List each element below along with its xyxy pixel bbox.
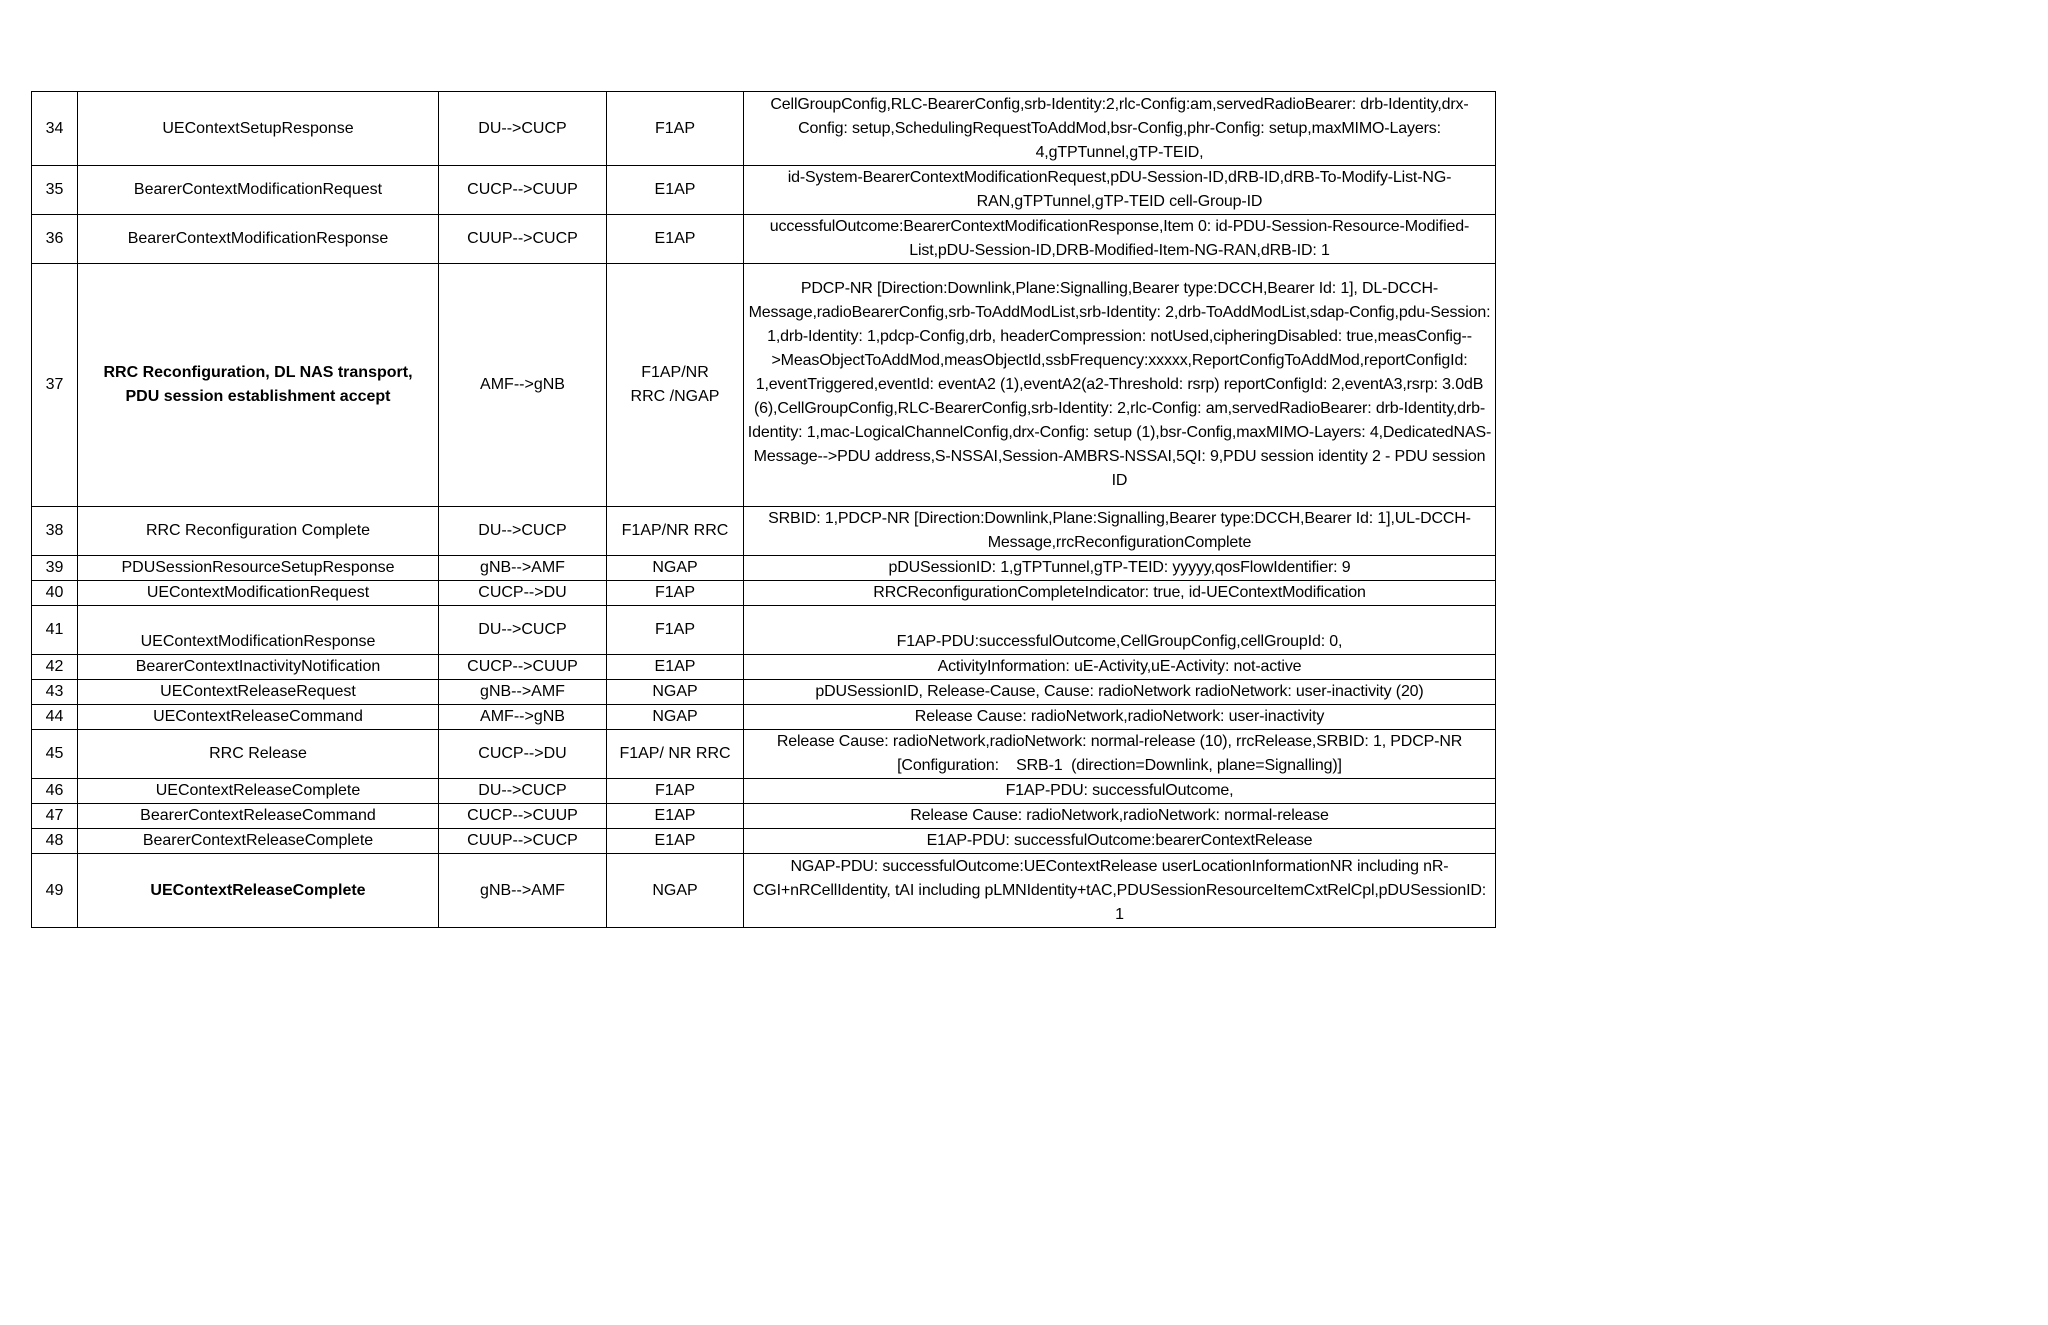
step-number-cell: 34	[32, 92, 78, 166]
step-number-cell: 42	[32, 655, 78, 680]
message-name-cell: UEContextSetupResponse	[78, 92, 439, 166]
step-number-cell: 46	[32, 779, 78, 804]
details-cell: Release Cause: radioNetwork,radioNetwork: normal-release	[744, 804, 1496, 829]
table-row	[32, 507, 1496, 556]
direction-cell: CUCP-->DU	[439, 730, 607, 779]
interface-cell: NGAP	[607, 854, 744, 928]
details-cell: F1AP-PDU:successfulOutcome,CellGroupConfig,cellGroupId: 0,	[744, 606, 1496, 655]
direction-cell: gNB-->AMF	[439, 854, 607, 928]
message-name-cell: UEContextModificationResponse	[78, 606, 439, 655]
interface-cell: F1AP	[607, 779, 744, 804]
step-number-cell: 47	[32, 804, 78, 829]
details-cell: pDUSessionID: 1,gTPTunnel,gTP-TEID: yyyyy,qosFlowIdentifier: 9	[744, 556, 1496, 581]
details-cell: F1AP-PDU: successfulOutcome,	[744, 779, 1496, 804]
interface-cell: NGAP	[607, 556, 744, 581]
details-cell: E1AP-PDU: successfulOutcome:bearerContextRelease	[744, 829, 1496, 854]
interface-cell: E1AP	[607, 215, 744, 264]
step-number-cell: 44	[32, 705, 78, 730]
message-flow-table	[31, 91, 1496, 928]
details-cell: PDCP-NR [Direction:Downlink,Plane:Signalling,Bearer type:DCCH,Bearer Id: 1], DL-DCCH-Message,radioBearerConfig,srb-ToAddModList,srb-Identity: 2,drb-ToAddModList,sdap-Config,pdu-Session: 1,drb-Identity: 1,pdcp-Config,drb, headerCompression: notUsed,cipheringDisabled: true,measConfig-->MeasObjectToAddMod,measObjectId,ssbFrequency:xxxxx,ReportConfigToAddMod,reportConfigId: 1,eventTriggered,eventId: eventA2 (1),eventA2(a2-Threshold: rsrp) reportConfigId: 2,eventA3,rsrp: 3.0dB (6),CellGroupConfig,RLC-BearerConfig,srb-Identity: 2,rlc-Config: am,servedRadioBearer: drb-Identity,drb-Identity: 1,mac-LogicalChannelConfig,drx-Config: setup (1),bsr-Config,maxMIMO-Layers: 4,DedicatedNAS-Message-->PDU address,S-NSSAI,Session-AMBRS-NSSAI,5QI: 9,PDU session identity 2 - PDU session ID	[744, 264, 1496, 507]
step-number-cell: 45	[32, 730, 78, 779]
message-name-cell: UEContextReleaseCommand	[78, 705, 439, 730]
step-number-cell: 35	[32, 166, 78, 215]
direction-cell: gNB-->AMF	[439, 680, 607, 705]
interface-cell: NGAP	[607, 680, 744, 705]
step-number-cell: 43	[32, 680, 78, 705]
interface-cell: F1AP/NR RRC /NGAP	[607, 264, 744, 507]
message-name-cell: RRC Release	[78, 730, 439, 779]
message-name-cell: RRC Reconfiguration, DL NAS transport, PDU session establishment accept	[78, 264, 439, 507]
details-cell: CellGroupConfig,RLC-BearerConfig,srb-Identity:2,rlc-Config:am,servedRadioBearer: drb-Identity,drx-Config: setup,SchedulingRequestToAddMod,bsr-Config,phr-Config: setup,maxMIMO-Layers: 4,gTPTunnel,gTP-TEID,	[744, 92, 1496, 166]
step-number-cell: 49	[32, 854, 78, 928]
table-row	[32, 829, 1496, 854]
table-row	[32, 730, 1496, 779]
table-row	[32, 680, 1496, 705]
direction-cell: CUCP-->CUUP	[439, 655, 607, 680]
details-cell: id-System-BearerContextModificationRequest,pDU-Session-ID,dRB-ID,dRB-To-Modify-List-NG-RAN,gTPTunnel,gTP-TEID cell-Group-ID	[744, 166, 1496, 215]
step-number-cell: 41	[32, 606, 78, 655]
message-name-cell: UEContextModificationRequest	[78, 581, 439, 606]
table-row	[32, 655, 1496, 680]
interface-cell: F1AP	[607, 581, 744, 606]
interface-cell: F1AP	[607, 606, 744, 655]
table-row	[32, 92, 1496, 166]
interface-cell: E1AP	[607, 655, 744, 680]
table-row	[32, 166, 1496, 215]
details-cell: uccessfulOutcome:BearerContextModificationResponse,Item 0: id-PDU-Session-Resource-Modified-List,pDU-Session-ID,DRB-Modified-Item-NG-RAN,dRB-ID: 1	[744, 215, 1496, 264]
details-cell: Release Cause: radioNetwork,radioNetwork: normal-release (10), rrcRelease,SRBID: 1, PDCP-NR [Configuration: SRB-1 (direction=Downlink, plane=Signalling)]	[744, 730, 1496, 779]
step-number-cell: 39	[32, 556, 78, 581]
direction-cell: AMF-->gNB	[439, 705, 607, 730]
message-name-cell: UEContextReleaseComplete	[78, 854, 439, 928]
direction-cell: CUCP-->CUUP	[439, 166, 607, 215]
message-name-cell: UEContextReleaseComplete	[78, 779, 439, 804]
message-name-cell: BearerContextModificationResponse	[78, 215, 439, 264]
table-row	[32, 804, 1496, 829]
interface-cell: E1AP	[607, 166, 744, 215]
interface-cell: NGAP	[607, 705, 744, 730]
message-name-cell: BearerContextReleaseComplete	[78, 829, 439, 854]
table-row	[32, 556, 1496, 581]
message-name-cell: BearerContextModificationRequest	[78, 166, 439, 215]
step-number-cell: 40	[32, 581, 78, 606]
table-row	[32, 779, 1496, 804]
interface-cell: F1AP/ NR RRC	[607, 730, 744, 779]
details-cell: Release Cause: radioNetwork,radioNetwork: user-inactivity	[744, 705, 1496, 730]
details-cell: SRBID: 1,PDCP-NR [Direction:Downlink,Plane:Signalling,Bearer type:DCCH,Bearer Id: 1],UL-DCCH-Message,rrcReconfigurationComplete	[744, 507, 1496, 556]
direction-cell: AMF-->gNB	[439, 264, 607, 507]
step-number-cell: 37	[32, 264, 78, 507]
direction-cell: DU-->CUCP	[439, 779, 607, 804]
direction-cell: DU-->CUCP	[439, 606, 607, 655]
step-number-cell: 36	[32, 215, 78, 264]
message-name-cell: BearerContextInactivityNotification	[78, 655, 439, 680]
direction-cell: CUCP-->DU	[439, 581, 607, 606]
table-row	[32, 215, 1496, 264]
table-row	[32, 705, 1496, 730]
details-cell: NGAP-PDU: successfulOutcome:UEContextRelease userLocationInformationNR including nR-CGI+nRCellIdentity, tAI including pLMNIdentity+tAC,PDUSessionResourceItemCxtRelCpl,pDUSessionID: 1	[744, 854, 1496, 928]
interface-cell: E1AP	[607, 829, 744, 854]
interface-cell: F1AP/NR RRC	[607, 507, 744, 556]
message-name-cell: RRC Reconfiguration Complete	[78, 507, 439, 556]
direction-cell: CUUP-->CUCP	[439, 215, 607, 264]
message-name-cell: PDUSessionResourceSetupResponse	[78, 556, 439, 581]
details-cell: ActivityInformation: uE-Activity,uE-Activity: not-active	[744, 655, 1496, 680]
table-row	[32, 264, 1496, 507]
direction-cell: CUCP-->CUUP	[439, 804, 607, 829]
direction-cell: DU-->CUCP	[439, 92, 607, 166]
direction-cell: gNB-->AMF	[439, 556, 607, 581]
message-name-cell: BearerContextReleaseCommand	[78, 804, 439, 829]
interface-cell: F1AP	[607, 92, 744, 166]
step-number-cell: 38	[32, 507, 78, 556]
step-number-cell: 48	[32, 829, 78, 854]
table-row	[32, 606, 1496, 655]
table-row	[32, 854, 1496, 928]
details-cell: pDUSessionID, Release-Cause, Cause: radioNetwork radioNetwork: user-inactivity (20)	[744, 680, 1496, 705]
direction-cell: CUUP-->CUCP	[439, 829, 607, 854]
interface-cell: E1AP	[607, 804, 744, 829]
direction-cell: DU-->CUCP	[439, 507, 607, 556]
details-cell: RRCReconfigurationCompleteIndicator: true, id-UEContextModification	[744, 581, 1496, 606]
table-row	[32, 581, 1496, 606]
message-name-cell: UEContextReleaseRequest	[78, 680, 439, 705]
